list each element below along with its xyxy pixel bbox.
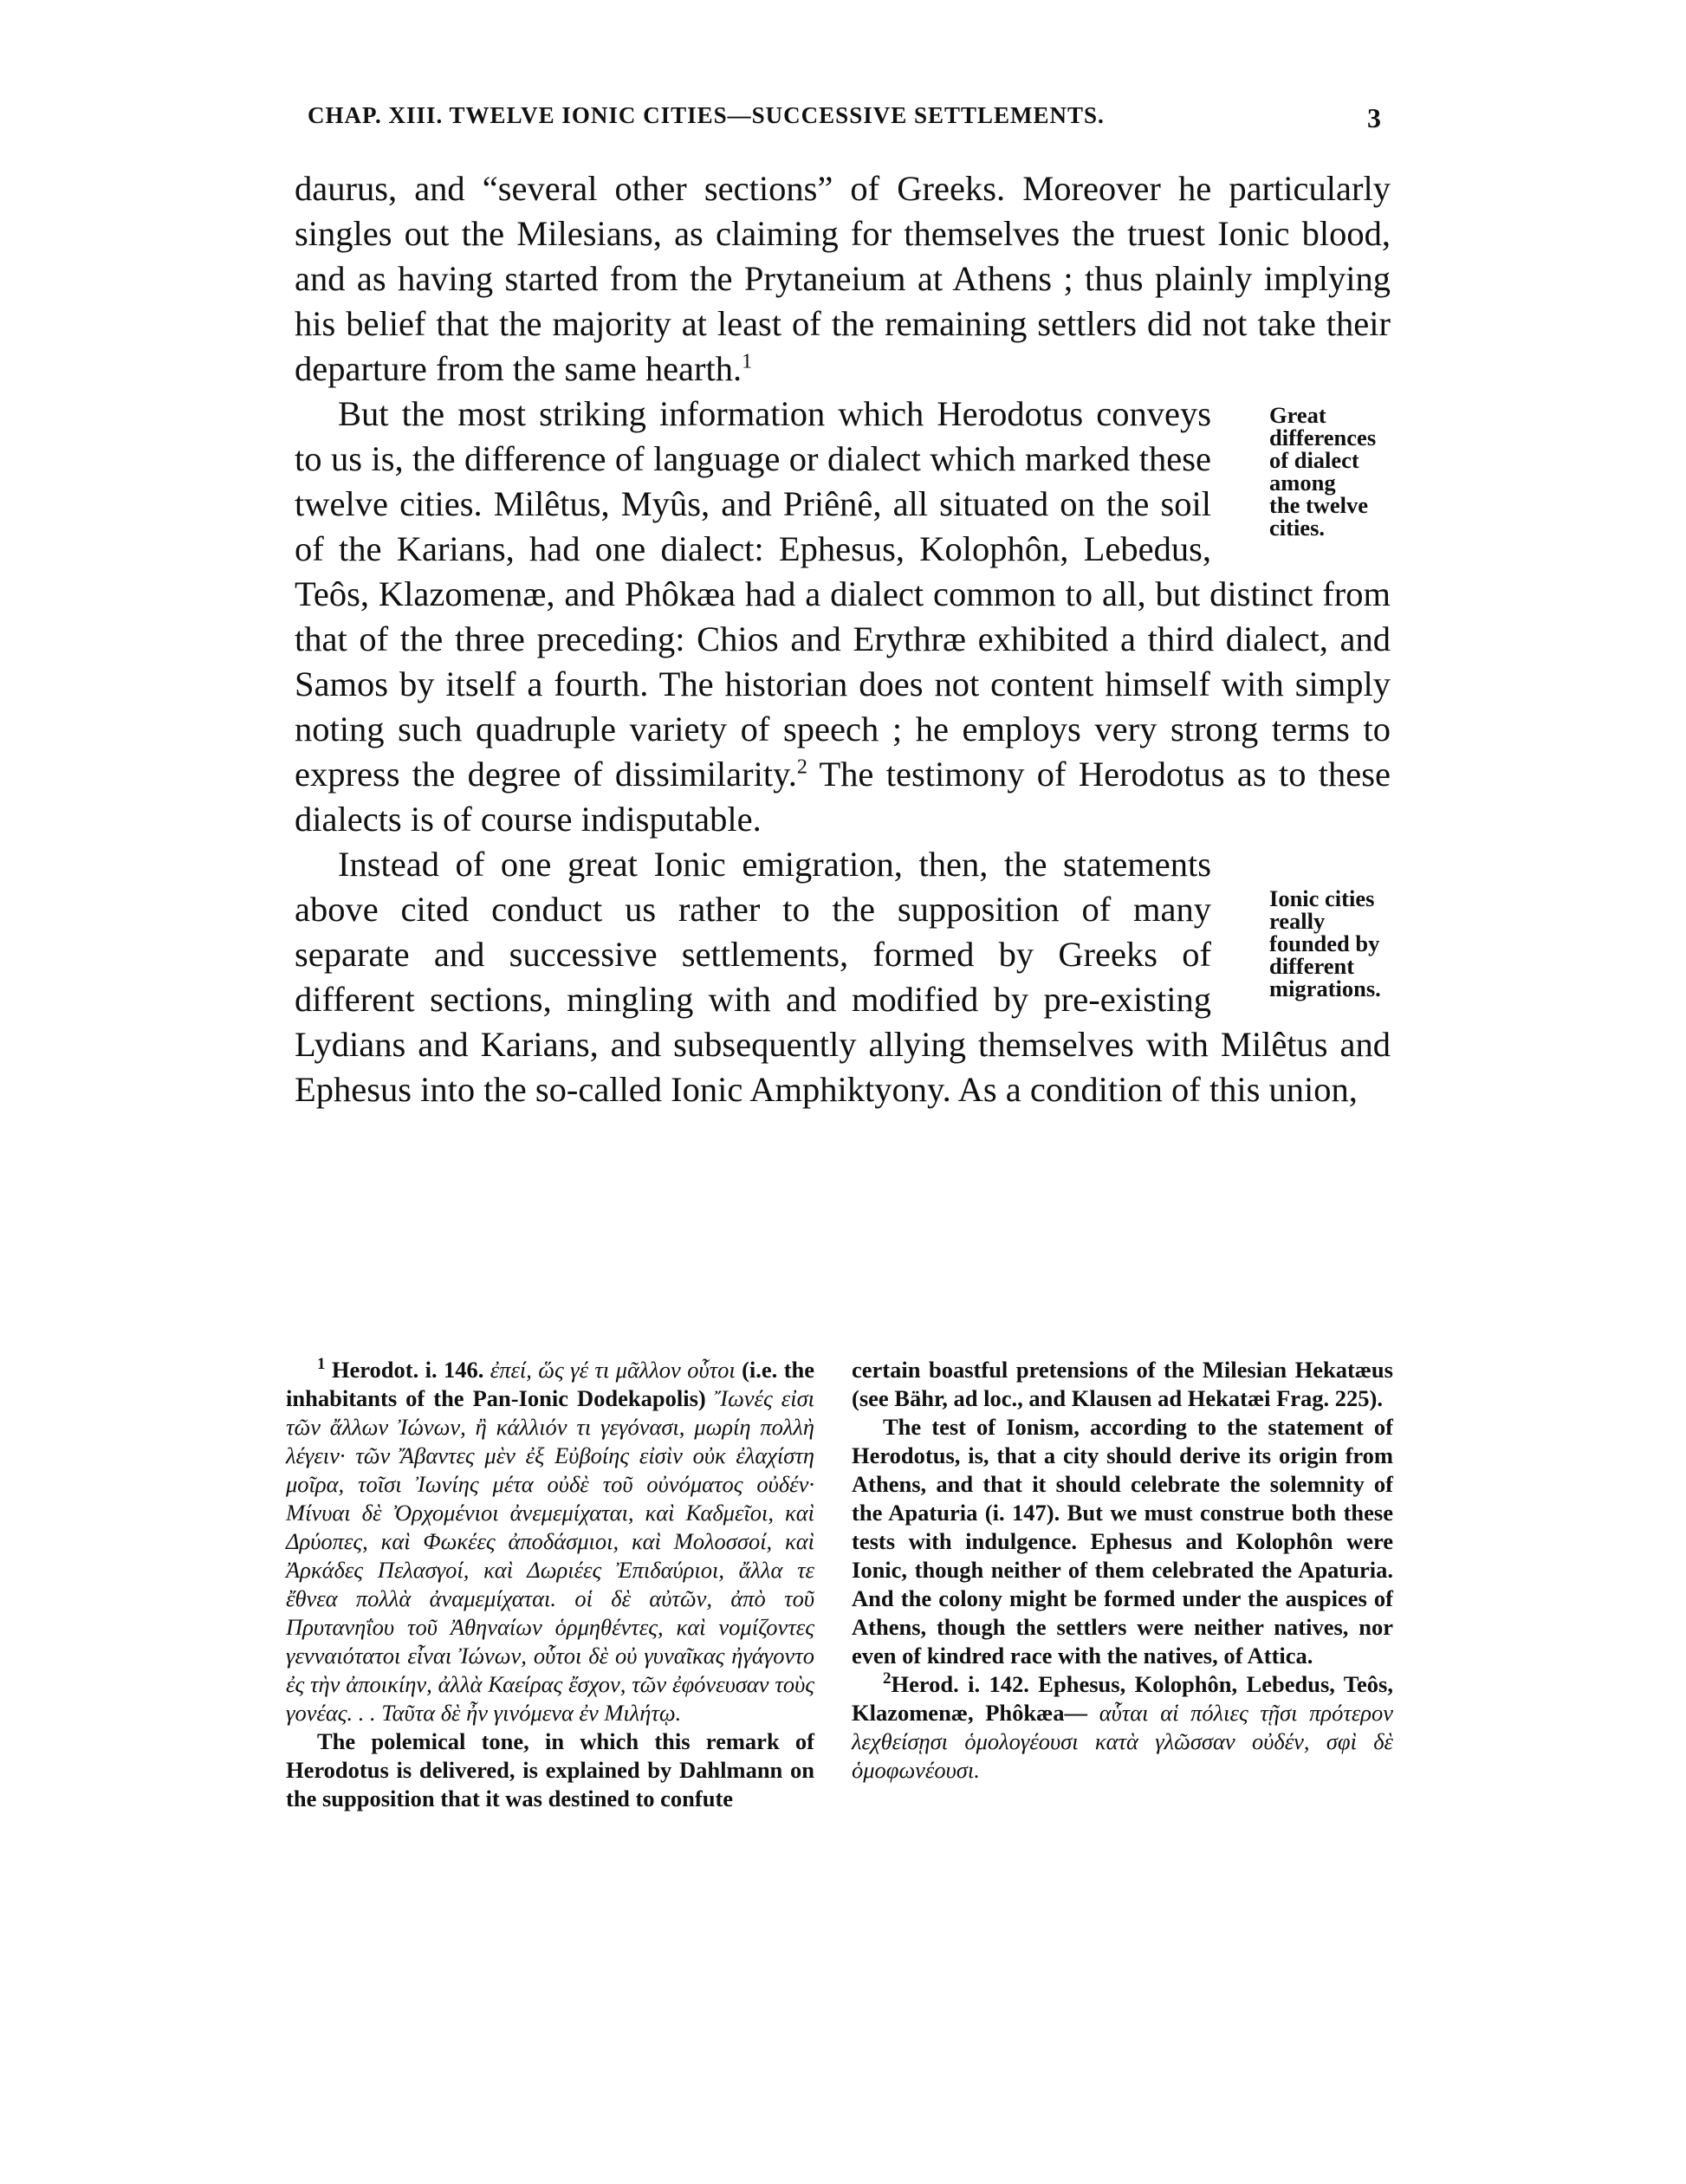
sidenote-line: the twelve [1269,492,1369,518]
sidenote-line: really [1269,908,1326,934]
footnote-1-paragraph-3: The test of Ionism, according to the statement of Herodotus, is, that a city should derive its origin from Athens, and that it should celebrate the solemnity of the Apaturia (i. 147). But we must construe both these tests with indulgence. Ephesus and Kolophôn were Ionic, though neither of them celebrated the Apaturia. And the colony might be formed under the auspices of Athens, though the settlers were neither natives, nor even of kindred race with the natives, of Attica. [852,1414,1393,1669]
footnote-1-mark: 1 [317,1355,326,1374]
paragraph-2 [295,392,1391,842]
footnote-1-greek-a: ἐπεί, ὥς γέ τι μᾶλλον οὗτοι [490,1357,736,1383]
sidenote-migrations [1226,887,1391,1000]
sidenote-line: founded by [1269,930,1380,956]
sidenote-line: Ionic cities [1269,885,1375,911]
footnote-1-gloss: (i.e. the inhabitants of the Pan-Ionic Dodekapolis) [286,1357,815,1411]
paragraph-1 [295,166,1391,392]
sidenote-line: different [1269,953,1355,979]
footnote-ref-1: 1 [742,350,753,373]
footnote-column-right [852,1356,1393,1785]
footnote-2-mark: 2 [883,1669,892,1688]
page-number: 3 [1367,102,1382,133]
paragraph-2-text-end: The testimony of Herodotus as to these dialects is of course indisputable. [295,755,1391,839]
footnote-1-paragraph-2: The polemical tone, in which this remark of Herodotus is delivered, is explained by Dahlmann on the supposition that it was destined to confute [286,1728,814,1811]
paragraph-2-text: But the most striking information which Herodotus conveys to us is, the difference of language or dialect which marked these twelve cities. Milêtus, Myûs, and Priênê, all situated on the soil of the Karians, had one dialect: Ephesus, Kolophôn, Lebedus, Teôs, Klazomenæ, and Phôkæa had a dialect common to all, but distinct from that of the three preceding: Chios and Erythræ exhibited a third dialect, and Samos by itself a fourth. The historian does not content himself with simply noting such quadruple variety of speech ; he employs very strong terms to express the degree of dissimilarity. [295,394,1391,794]
sidenote-line: Great [1269,402,1326,428]
footnote-1-greek-b: Ἴωνές εἰσι τῶν ἄλλων Ἰώνων, ἢ κάλλιόν τι γεγόνασι, μωρίη πολλὴ λέγειν· τῶν Ἄβαντες μὲν ἐξ Εὐβοίης εἰσὶν οὐκ ἐλαχίστη μοῖρα, τοῖσι Ἰωνίης μέτα οὐδὲ τοῦ οὐνόματος οὐδέν· Μίνυαι δὲ Ὀρχομένιοι ἀνεμεμίχαται, καὶ Καδμεῖοι, καὶ Δρύοπες, καὶ Φωκέες ἀποδάσμιοι, καὶ Μολοσσοί, καὶ Ἀρκάδες Πελασγοί, καὶ Δωριέες Ἐπιδαύριοι, ἄλλα τε ἔθνεα πολλὰ ἀναμεμίχαται. οἱ δὲ αὐτῶν, ἀπὸ τοῦ Πρυτανηΐου τοῦ Ἀθηναίων ὁρμηθέντες, καὶ νομίζοντες γενναιότατοι εἶναι Ἰώνων, οὗτοι δὲ οὐ γυναῖκας ἠγάγοντο ἐς τὴν ἀποικίην, ἀλλὰ Καείρας ἔσχον, τῶν ἐφόνευσαν τοὺς γονέας. . . Ταῦτα δὲ ἦν γινόμενα ἐν Μιλήτῳ. [286,1385,814,1726]
footnote-2 [852,1670,1393,1785]
footnote-2-lead: Herod. i. 142. Ephesus, Kolophôn, Lebedus, Teôs, Klazomenæ, Phôkæa— [852,1671,1393,1726]
running-title: CHAP. XIII. TWELVE IONIC CITIES—SUCCESSIVE SETTLEMENTS. [308,102,1105,128]
footnote-1-lead: Herodot. i. 146. [331,1357,484,1383]
sidenote-line: migrations. [1269,975,1381,1001]
sidenote-dialects [1226,404,1391,539]
sidenote-line: of dialect [1269,447,1359,473]
sidenote-line: among [1269,470,1336,496]
footnote-column-left [286,1356,814,1813]
sidenote-line: differences [1269,424,1377,450]
footnotes [286,1356,1395,2066]
footnote-1 [286,1356,814,1727]
main-text [295,166,1391,1112]
running-head [308,102,1382,137]
paragraph-1-text: daurus, and “several other sections” of Greeks. Moreover he particularly singles out the Milesians, as claiming for themselves the truest Ionic blood, and as having started from the Prytaneium at Athens ; thus plainly implying his belief that the majority at least of the remaining settlers did not take their departure from the same hearth. [295,169,1391,388]
paragraph-3 [295,842,1391,1112]
sidenote-line: cities. [1269,515,1326,541]
footnote-ref-2: 2 [796,755,807,779]
paragraph-3-text: Instead of one great Ionic emigration, then, the statements above cited conduct us rather to the supposition of many separate and successive settlements, formed by Greeks of different sections, mingling with and modified by pre-existing Lydians and Karians, and subsequently allying themselves with Milêtus and Ephesus into the so-called Ionic Amphiktyony. As a condition of this union, [295,845,1391,1109]
footnote-2-greek: αὗται αἱ πόλιες τῇσι πρότερον λεχθείσῃσι ὁμολογέουσι κατὰ γλῶσσαν οὐδέν, σφὶ δὲ ὁμοφωνέουσι. [852,1700,1394,1783]
footnote-1-continued: certain boastful pretensions of the Milesian Hekatæus (see Bähr, ad loc., and Klausen ad Hekatæi Frag. 225). [852,1357,1393,1411]
